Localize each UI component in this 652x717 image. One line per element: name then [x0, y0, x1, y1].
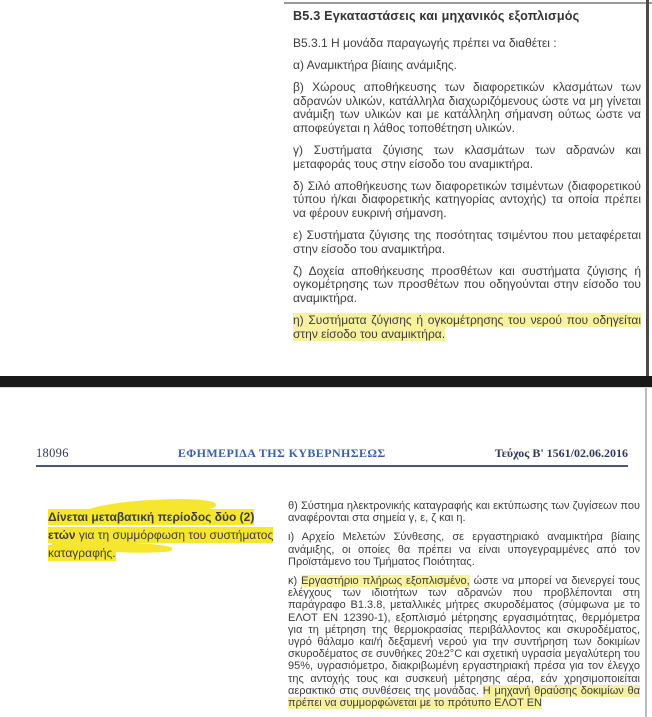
paragraph-epsilon: ε) Συστήματα ζύγισης της ποσότητας τσιμέντου που μεταφέρεται στην είσοδο του αναμικτήρα. [293, 228, 641, 256]
crushing-machine-highlight: Η μηχανή θραύσης δοκιμίων θα πρέπει να συμμορφώνεται με το πρότυπο ΕΛΟΤ ΕΝ [288, 684, 640, 710]
header-rule [36, 465, 628, 467]
gazette-title: ΕΦΗΜΕΡΙΔΑ ΤΗΣ ΚΥΒΕΡΝΗΣΕΩΣ [177, 446, 386, 460]
top-text-column [293, 9, 641, 350]
paragraph-iota: ι) Αρχείο Μελετών Σύνθεσης, σε εργαστηριακό αναμικτήρα βίαιης ανάμιξης, οι οποίες θα πρέπει να είναι υπογεγραμμένες από τον Προϊστάμενο του Τμήματος Ποιότητας. [288, 531, 640, 568]
paragraph-b531: Β5.3.1 Η μονάδα παραγωγής πρέπει να διαθέτει : [293, 36, 557, 50]
kappa-middle: ώστε να μπορεί να διενεργεί τους ελέγχους των ιδιοτήτων των αδρανών που προβλέπονται στη παράγραφο Β1.3.8, μεταλλικές μήτρες σκυροδέματος (σύμφωνα με το ΕΛΟΤ ΕΝ 12390-1), εξοπλισμό μέτρησης εργασιμότητας, θερμόμετρα για τη μέτρηση της θερμοκρασίας περιβάλλοντος και σκυροδέματος, υγρό θάλαμο και/ή δεξαμενή νερού για την συντήρηση των δοκιμίων σκυροδέματος σε συνθήκες 20±2°C και σχετική υγρασία μεγαλύτερη του 95%, υγρασιόμετρο, διακριβωμένη εργαστηριακή πρέσα για τον έλεγχο της αντοχής τους και συσκευή μέτρησης αέρα, εάν χρησιμοποιείται αερακτικό στις συνθέσεις της μονάδας. [288, 575, 640, 697]
section-heading: Β5.3 Εγκαταστάσεις και μηχανικός εξοπλισμός [293, 9, 580, 23]
transition-note-bold: Δίνεται μεταβατική περίοδος δύο (2) ετών [48, 510, 255, 542]
two-column-body [48, 500, 640, 716]
paragraph-theta: θ) Σύστημα ηλεκτρονικής καταγραφής και εκτύπωσης των ζυγίσεων που αναφέρονται στα σημεία γ, ε, ζ και η. [288, 500, 640, 525]
laboratory-highlight: Εργαστήριο πλήρως εξοπλισμένο, [301, 575, 470, 588]
gazette-header [36, 446, 628, 461]
water-weighing-highlight: η) Συστήματα ζύγισης ή ογκομέτρησης του νερού που οδηγείται στην είσοδο του αναμικτήρα. [293, 313, 641, 341]
page-number: 18096 [36, 446, 69, 460]
paragraph-beta: β) Χώρους αποθήκευσης των διαφορετικών κλασμάτων των αδρανών υλικών, κατάλληλα διαχωριζόμενους ώστε να μη γίνεται ανάμιξη των υλικών και με κατάλληλη σήμανση ούτως ώστε να αποφεύγεται η λάθος τοποθέτηση υλικών. [293, 80, 641, 135]
right-column [288, 500, 640, 716]
paragraph-kappa [288, 575, 640, 709]
page-break-bar [0, 376, 652, 388]
page-edge-line-bottom [645, 388, 647, 717]
kappa-prefix: κ) [288, 575, 302, 588]
paragraph-zeta: ζ) Δοχεία αποθήκευσης προσθέτων και συστήματα ζύγισης ή ογκομέτρησης των προσθέτων που οδηγούνται στην είσοδο του αναμικτήρα. [293, 263, 641, 305]
transition-note-highlight [48, 509, 273, 561]
transition-note-rest: για τη συμμόρφωση του συστήματος καταγραφής. [48, 528, 274, 560]
top-scan-border-line [284, 2, 652, 4]
issue-label: Τεύχος Β' 1561/02.06.2016 [494, 446, 628, 460]
paragraph-alpha: α) Αναμικτήρα βίαιης ανάμιξης. [293, 58, 458, 73]
transition-note-wrap [48, 500, 278, 562]
paragraph-eta-highlighted [293, 314, 641, 341]
page-edge-line-top [646, 0, 649, 377]
paragraph-delta: δ) Σιλό αποθήκευσης των διαφορετικών τσιμέντων (διαφορετικού τύπου ή/και διαφορετικής κατηγορίας αντοχής) τα οποία πρέπει να φέρουν ευκρινή σήμανση. [293, 178, 641, 220]
paragraph-gamma: γ) Συστήματα ζύγισης των κλασμάτων των αδρανών και μεταφοράς τους στην είσοδο του αναμικτήρα. [293, 143, 641, 171]
gazette-page [0, 388, 652, 717]
left-column [48, 500, 278, 562]
